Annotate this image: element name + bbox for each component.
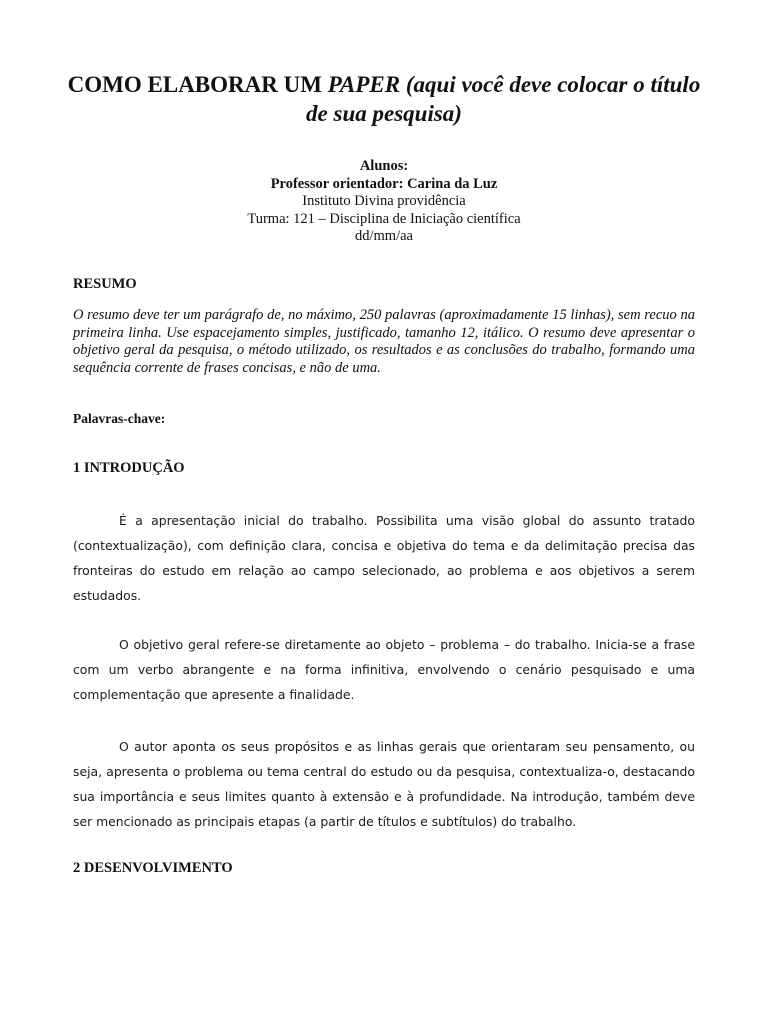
title-part-2: (aqui você deve colocar o título de sua pesquisa) [306,72,701,126]
abstract-heading: RESUMO [73,276,137,292]
advisor-line: Professor orientador: Carina da Luz [270,175,498,192]
intro-paragraph-1: É a apresentação inicial do trabalho. Possibilita uma visão global do assunto tratado (contextualização), com definição clara, concisa e objetiva do tema e da delimitação precisa das fronteiras do estudo em relação ao campo selecionado, ao problema e aos objetivos a serem estudados. [73,513,695,603]
students-label: Alunos: [359,158,409,174]
keywords-label: Palavras-chave: [73,411,166,426]
abstract-text: O resumo deve ter um parágrafo de, no máximo, 250 palavras (aproximadamente 15 linhas), sem recuo na primeira linha. Use espacejamento simples, justificado, tamanho 12, itálico. O resumo deve apresentar o objetivo geral da pesquisa, o método utilizado, os resultados e as conclusões do trabalho, formando uma sequência corrente de frases concisas, e não de uma. [73,307,695,376]
institution-line: Instituto Divina providência [302,193,466,209]
intro-paragraph-2: O objetivo geral refere-se diretamente ao objeto – problema – do trabalho. Inicia-se a frase com um verbo abrangente e na forma infinitiva, envolvendo o cenário pesquisado e uma complementação que apresente a finalidade. [73,637,695,702]
paper-title [60,70,708,128]
author-block [0,158,768,246]
title-emphasis: PAPER [327,72,401,97]
title-part-1: COMO ELABORAR UM [67,72,328,97]
introduction-heading: 1 INTRODUÇÃO [73,460,185,476]
date-line: dd/mm/aa [355,228,413,244]
class-line: Turma: 121 – Disciplina de Iniciação científica [247,210,521,227]
intro-paragraph-3: O autor aponta os seus propósitos e as linhas gerais que orientaram seu pensamento, ou seja, apresenta o problema ou tema central do estudo ou da pesquisa, contextualiza-o, destacando sua importância e seus limites quanto à extensão e à profundidade. Na introdução, também deve ser mencionado as principais etapas (a partir de títulos e subtítulos) do trabalho. [73,739,695,829]
development-heading: 2 DESENVOLVIMENTO [73,860,233,876]
